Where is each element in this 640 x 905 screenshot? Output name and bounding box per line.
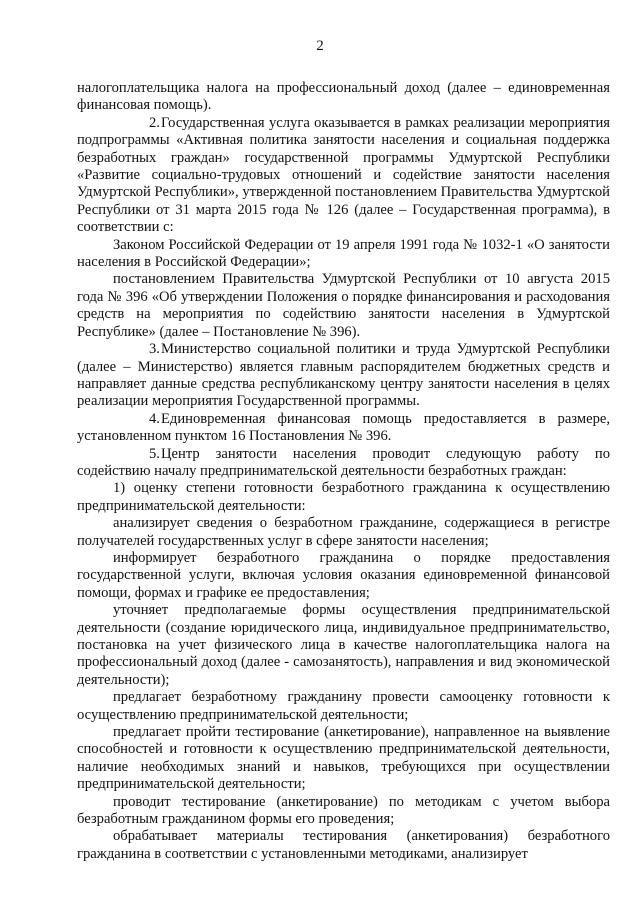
page-number: 2 (316, 38, 324, 54)
paragraph-text: налогоплательщика налога на профессиональный доход (далее – единовременная финансовая помощь). (77, 80, 610, 114)
paragraph-item-2 (77, 115, 610, 237)
paragraph-item-3 (77, 341, 610, 411)
paragraph-resolution-reference (77, 271, 610, 341)
document-body (77, 80, 610, 863)
paragraph-text: анализирует сведения о безработном гражданине, содержащиеся в регистре получателей государственных услуг в сфере занятости населения; (77, 515, 610, 549)
paragraph-text: проводит тестирование (анкетирование) по методикам с учетом выбора безработным гражданином формы его проведения; (77, 793, 610, 828)
paragraph-text: Центр занятости населения проводит следующую работу по содействию началу предпринимательской деятельности безработных граждан: (77, 445, 610, 479)
item-number: 4. (149, 410, 160, 427)
paragraph-text: предлагает безработному гражданину провести самооценку готовности к осуществлению предпринимательской деятельности; (77, 689, 610, 723)
paragraph-continuation (77, 80, 610, 115)
paragraph-text: Единовременная финансовая помощь предоставляется в размере, установленном пунктом 16 Постановления № 396. (77, 410, 610, 445)
paragraph-text: 1) оценку степени готовности безработного гражданина к осуществлению предпринимательской деятельности: (77, 480, 610, 514)
paragraph-informs (77, 550, 610, 602)
paragraph-text: постановлением Правительства Удмуртской Республики от 10 августа 2015 года № 396 «Об утверждении Положения о порядке финансирования и расходования средств на мероприятия по содействию занятости населения в Удмуртской Республике» (далее – Постановление № 396). (77, 271, 610, 340)
paragraph-subitem-1 (77, 480, 610, 515)
paragraph-testing-offer (77, 724, 610, 794)
paragraph-text: предлагает пройти тестирование (анкетирование), направленное на выявление способностей и готовности к осуществлению предпринимательской деятельности, наличие необходимых знаний и навыков, требующихся при осуществлении предпринимательской деятельности; (77, 724, 610, 793)
paragraph-text: обрабатывает материалы тестирования (анкетирования) безработного гражданина в соответствии с установленными методиками, анализирует (77, 828, 610, 862)
paragraph-clarifies (77, 602, 610, 689)
paragraph-text: Законом Российской Федерации от 19 апреля 1991 года № 1032-1 «О занятости населения в Российской Федерации»; (77, 236, 610, 271)
item-number: 5. (149, 445, 160, 462)
paragraph-text: уточняет предполагаемые формы осуществления предпринимательской деятельности (создание юридического лица, индивидуальное предпринимательство, постановка на учет физического лица в качестве налогоплательщика налога на профессиональный доход (далее - самозанятость), направления и вид экономической деятельности); (77, 602, 610, 688)
paragraph-testing (77, 794, 610, 829)
paragraph-item-4 (77, 411, 610, 446)
paragraph-item-5 (77, 446, 610, 481)
paragraph-text: информирует безработного гражданина о порядке предоставления государственной услуги, включая условия оказания единовременной финансовой помощи, формах и графике ее предоставления; (77, 549, 610, 601)
item-number: 2. (149, 114, 160, 131)
paragraph-law-reference (77, 237, 610, 272)
paragraph-text: Государственная услуга оказывается в рамках реализации мероприятия подпрограммы «Активная политика занятости населения и социальная поддержка безработных граждан» государственной программы Удмуртской Республики «Развитие социально-трудовых отношений и содействие занятости населения Удмуртской Республики», утвержденной постановлением Правительства Удмуртской Республики от 31 марта 2015 года № 126 (далее – Государственная программа), в соответствии с: (77, 114, 610, 236)
item-number: 3. (149, 341, 160, 358)
paragraph-text: Министерство социальной политики и труда Удмуртской Республики (далее – Министерство) является главным распорядителем бюджетных средств и направляет данные средства республиканскому центру занятости населения в целях реализации мероприятия Государственной программы. (77, 341, 610, 410)
paragraph-processing (77, 828, 610, 863)
paragraph-analyzes (77, 515, 610, 550)
paragraph-self-assessment (77, 689, 610, 724)
